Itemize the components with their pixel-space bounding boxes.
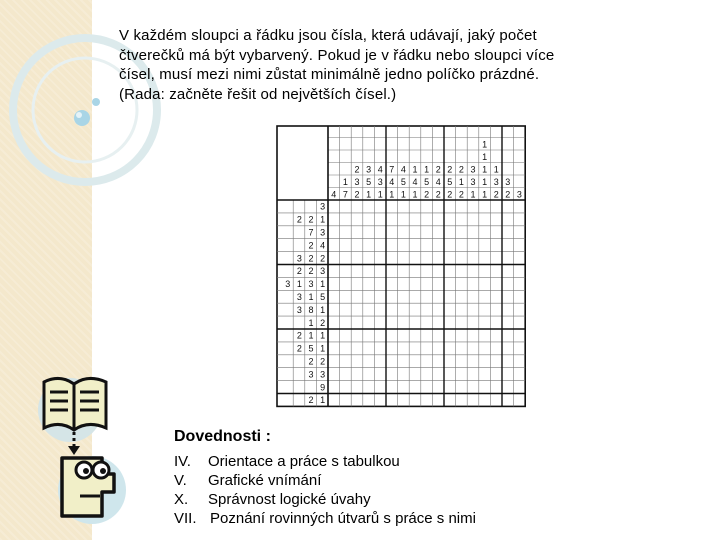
row-clue: 2 (296, 330, 302, 341)
bubble-icon (74, 98, 100, 126)
row-clue: 1 (320, 214, 326, 225)
column-clue: 3 (366, 164, 372, 175)
column-clue: 1 (482, 189, 488, 200)
column-clue: 5 (447, 176, 453, 187)
row-clue: 2 (308, 356, 314, 367)
row-clue: 3 (320, 227, 326, 238)
column-clue: 3 (354, 176, 360, 187)
column-clue: 2 (447, 189, 453, 200)
column-clue: 1 (366, 189, 372, 200)
column-clue: 4 (400, 164, 406, 175)
row-clue: 1 (320, 395, 326, 406)
skills-title: Dovednosti : (174, 428, 271, 445)
column-clue: 4 (435, 176, 441, 187)
row-clue: 3 (320, 201, 326, 212)
row-clue: 1 (320, 304, 326, 315)
skill-number: X. (174, 491, 189, 508)
row-clue: 2 (320, 253, 326, 264)
row-clue: 4 (320, 240, 326, 251)
row-clue: 3 (308, 279, 314, 290)
column-clue: 4 (331, 189, 337, 200)
row-clue: 3 (285, 279, 291, 290)
column-clue: 2 (435, 189, 441, 200)
column-clue: 1 (400, 189, 406, 200)
column-clue: 1 (482, 139, 488, 150)
column-clue: 1 (412, 189, 418, 200)
skill-text: Grafické vnímání (208, 472, 322, 489)
book-icon (44, 378, 106, 430)
instruction-line: V každém sloupci a řádku jsou čísla, která udávají, jaký počet (119, 27, 537, 44)
row-clue: 2 (296, 266, 302, 277)
row-clue: 3 (296, 291, 302, 302)
row-clue: 3 (308, 369, 314, 380)
instruction-text (119, 26, 679, 104)
column-clue: 1 (482, 151, 488, 162)
column-clue: 1 (424, 164, 430, 175)
column-clue: 1 (458, 176, 464, 187)
column-clue: 1 (482, 176, 488, 187)
column-clue: 1 (412, 164, 418, 175)
row-clue: 8 (308, 304, 314, 315)
skill-text: Poznání rovinných útvarů s práce s nimi (210, 510, 476, 527)
row-clue: 9 (320, 382, 326, 393)
column-clue: 2 (447, 164, 453, 175)
row-clue: 3 (296, 253, 302, 264)
skill-item (174, 490, 476, 509)
column-clue: 5 (400, 176, 406, 187)
column-clue: 1 (342, 176, 348, 187)
row-clue: 2 (296, 343, 302, 354)
row-clue: 2 (296, 214, 302, 225)
skills-section (174, 428, 476, 528)
instruction-line: čtverečků má být vybarvený. Pokud je v řádku nebo sloupci více (119, 46, 555, 64)
column-clue: 4 (412, 176, 418, 187)
column-clue: 5 (366, 176, 372, 187)
column-clue: 2 (424, 189, 430, 200)
row-clue: 3 (320, 369, 326, 380)
skill-number: IV. (174, 453, 191, 470)
column-clue: 1 (470, 189, 476, 200)
skill-item (174, 509, 476, 528)
column-clue: 3 (470, 176, 476, 187)
column-clue: 7 (389, 164, 395, 175)
column-clue: 1 (482, 164, 488, 175)
skill-item (174, 471, 476, 490)
column-clue: 1 (377, 189, 383, 200)
row-clue: 1 (320, 330, 326, 341)
column-clue: 2 (435, 164, 441, 175)
column-clue: 2 (354, 189, 360, 200)
row-clue: 1 (308, 317, 314, 328)
skill-text: Orientace a práce s tabulkou (208, 453, 400, 470)
row-clue: 3 (320, 266, 326, 277)
column-clue: 2 (458, 164, 464, 175)
column-clue: 2 (505, 189, 511, 200)
column-clue: 5 (424, 176, 430, 187)
skill-number: VII. (174, 510, 197, 527)
column-clue: 2 (458, 189, 464, 200)
row-clue: 1 (308, 291, 314, 302)
column-clue: 3 (493, 176, 499, 187)
row-clue: 1 (320, 279, 326, 290)
row-clue: 5 (320, 291, 326, 302)
column-clue: 4 (377, 164, 383, 175)
row-clue: 2 (308, 266, 314, 277)
row-clue: 2 (308, 253, 314, 264)
instruction-line: (Rada: začněte řešit od největších čísel.) (119, 85, 397, 103)
column-clue: 2 (493, 189, 499, 200)
row-clue: 1 (296, 279, 302, 290)
skill-item (174, 452, 476, 471)
row-clue: 2 (320, 317, 326, 328)
column-clue: 3 (505, 176, 511, 187)
row-clue: 1 (320, 343, 326, 354)
row-clue: 3 (296, 304, 302, 315)
skill-number: V. (174, 472, 187, 489)
row-clue: 5 (308, 343, 314, 354)
column-clue: 2 (354, 164, 360, 175)
row-clue: 1 (308, 330, 314, 341)
nonogram-grid (276, 125, 526, 413)
column-clue: 1 (389, 189, 395, 200)
row-clue: 2 (320, 356, 326, 367)
instruction-line: čísel, musí mezi nimi zůstat minimálně jedno políčko prázdné. (119, 66, 540, 83)
row-clue: 2 (308, 395, 314, 406)
column-clue: 1 (493, 164, 499, 175)
skill-text: Správnost logické úvahy (208, 491, 371, 508)
column-clue: 3 (516, 189, 522, 200)
column-clue: 3 (377, 176, 383, 187)
row-clue: 7 (308, 227, 314, 238)
row-clue: 2 (308, 240, 314, 251)
column-clue: 4 (389, 176, 395, 187)
row-clue: 2 (308, 214, 314, 225)
column-clue: 7 (342, 189, 348, 200)
column-clue: 3 (470, 164, 476, 175)
